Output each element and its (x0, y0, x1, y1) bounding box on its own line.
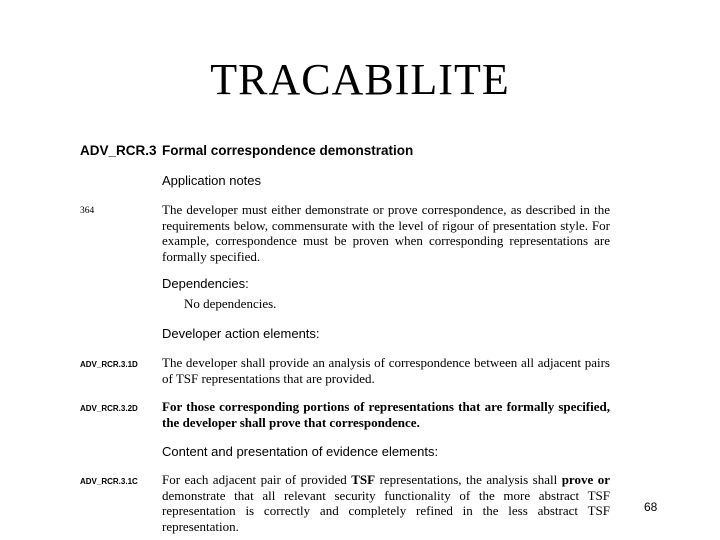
paragraph-number: 364 (80, 206, 95, 216)
slide-title: TRACABILITE (210, 55, 510, 104)
page-number: 68 (644, 500, 658, 514)
element-text: For each adjacent pair of provided TSF representations, the analysis shall prove or demonstrate that all relevant security functionality of the more abstract TSF representation is correctly and completely refined in the less abstract TSF representation. (162, 472, 610, 534)
dependencies-heading: Dependencies: (162, 276, 249, 291)
element-id: ADV_RCR.3.1D (80, 360, 138, 369)
content-presentation-heading: Content and presentation of evidence elements: (162, 444, 439, 459)
section-heading (80, 143, 413, 158)
dependencies-text: No dependencies. (184, 296, 277, 311)
application-notes-heading: Application notes (162, 173, 262, 188)
element-text: The developer shall provide an analysis of correspondence between all adjacent pairs of TSF representations that are provided. (162, 355, 610, 386)
element-id: ADV_RCR.3.2D (80, 404, 138, 413)
section-code: ADV_RCR.3 (80, 143, 157, 158)
element-text: For those corresponding portions of representations that are formally specified, the developer shall prove that correspondence. (162, 399, 610, 430)
application-notes-text: The developer must either demonstrate or prove correspondence, as described in the requirements below, commensurate with the level of rigour of presentation style. For example, correspondence must be proven when corresponding representations are formally specified. (162, 202, 610, 264)
section-title: Formal correspondence demonstration (162, 143, 414, 158)
developer-action-heading: Developer action elements: (162, 326, 320, 341)
element-id: ADV_RCR.3.1C (80, 477, 138, 486)
